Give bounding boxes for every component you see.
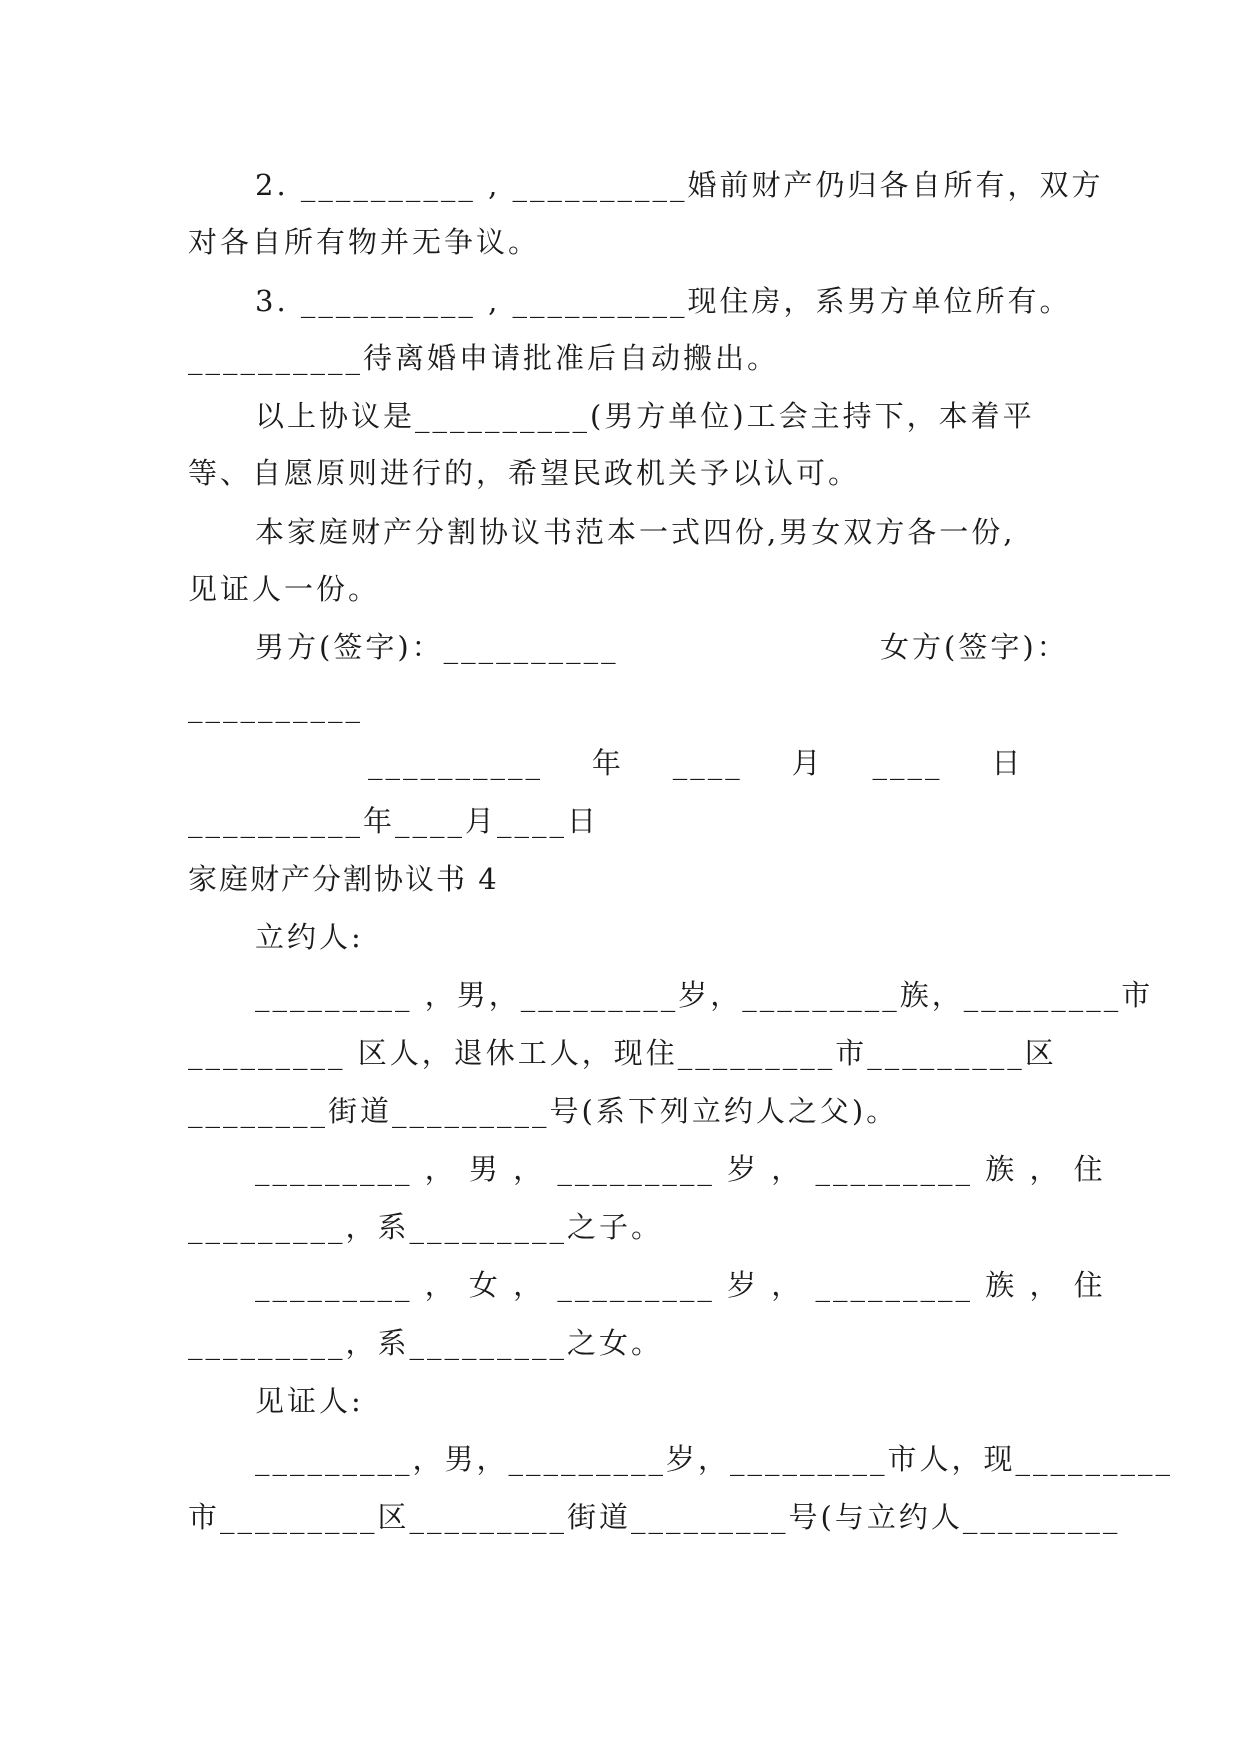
clause-2-line-1: 2. __________ , __________婚前财产仍归各自所有，双方 <box>255 168 1104 202</box>
party-1-line-1: _________ ，男，_________岁，_________族，_________市 <box>255 978 1154 1012</box>
party-1-line-2: _________ 区人，退休工人，现住_________市_________区 <box>188 1036 1057 1070</box>
clause-3-line-2: __________待离婚申请批准后自动搬出。 <box>188 341 780 375</box>
party-3-line-1: _________ ， 女 ， _________ 岁 ， _________ 族 ， 住 <box>255 1268 1106 1302</box>
female-signature: 女方(签字)： <box>880 630 1069 664</box>
copies-line-1: 本家庭财产分割协议书范本一式四份,男女双方各一份, <box>255 515 1016 549</box>
section-title: 家庭财产分割协议书 4 <box>188 862 499 896</box>
witness-heading: 见证人: <box>255 1384 364 1418</box>
clause-2-line-2: 对各自所有物并无争议。 <box>188 225 541 259</box>
party-1-line-3: ________街道_________号(系下列立约人之父)。 <box>188 1094 899 1128</box>
witness-line-2: 市_________区_________街道_________号(与立约人_________ <box>188 1500 1121 1534</box>
female-signature-blank: __________ <box>188 689 363 723</box>
party-3-line-2: _________，系_________之女。 <box>188 1326 664 1360</box>
party-2-line-2: _________，系_________之子。 <box>188 1210 664 1244</box>
date-line-1: __________ 年 ____ 月 ____ 日 <box>368 746 1024 780</box>
agreement-note-line-1: 以上协议是__________(男方单位)工会主持下，本着平 <box>255 399 1035 433</box>
copies-line-2: 见证人一份。 <box>188 572 381 606</box>
party-2-line-1: _________ ， 男 ， _________ 岁 ， _________ 族 ， 住 <box>255 1152 1106 1186</box>
date-line-2: __________年____月____日 <box>188 804 600 838</box>
male-signature: 男方(签字)：__________ <box>255 630 619 664</box>
agreement-note-line-2: 等、自愿原则进行的，希望民政机关予以认可。 <box>188 456 861 490</box>
witness-line-1: _________，男，_________岁，_________市人，现_________ <box>255 1442 1174 1476</box>
parties-heading: 立约人: <box>255 920 364 954</box>
clause-3-line-1: 3. __________ , __________现住房，系男方单位所有。 <box>255 284 1072 318</box>
